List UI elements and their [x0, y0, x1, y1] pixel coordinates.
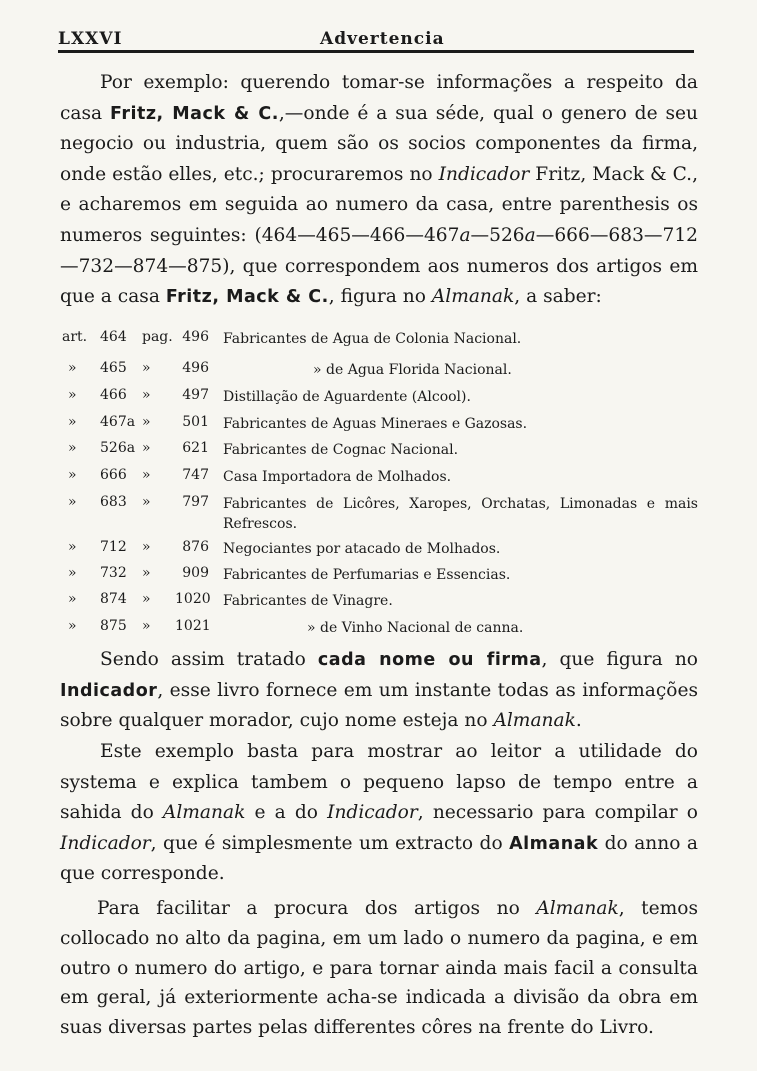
art-label: »	[68, 618, 77, 634]
text: , que figura no	[541, 649, 698, 670]
page-number-ref: 909	[182, 565, 209, 581]
text: do anno a que corresponde.	[60, 832, 698, 885]
almanak-italic: Almanak	[162, 802, 246, 824]
art-number: 666	[100, 467, 127, 483]
almanak-italic: Almanak	[536, 898, 619, 919]
description: Fabricantes de Agua de Colonia Nacional.	[223, 331, 522, 347]
suffix: a	[524, 224, 536, 246]
text: e a do	[245, 802, 328, 824]
description: Fabricantes de Aguas Mineraes e Gazosas.	[223, 416, 528, 432]
art-number: 464	[100, 329, 127, 345]
text: , esse livro fornece em um instante todas as informações sobre qualquer morador, cujo nome esteja no	[60, 679, 698, 732]
page-label: »	[142, 440, 151, 456]
art-number: 712	[100, 539, 127, 555]
page-number-ref: 1020	[175, 591, 211, 607]
suffix: a	[459, 224, 471, 246]
art-number: 467a	[100, 414, 136, 430]
page-label: »	[142, 591, 151, 607]
text: Este exemplo basta para mostrar ao leitor a utilidade do systema e explica tambem o pequeno lapso de tempo entre a sahida do	[60, 741, 698, 824]
page-number-ref: 496	[182, 360, 209, 376]
paragraph-utility	[60, 737, 698, 890]
art-label: »	[68, 467, 77, 483]
indicador-italic: Indicador	[438, 163, 530, 185]
page-label: »	[142, 387, 151, 403]
text: Para facilitar a procura dos artigos no	[97, 898, 537, 919]
text: .	[575, 710, 582, 732]
art-label: »	[68, 387, 77, 403]
page-number-ref: 496	[182, 329, 209, 345]
art-label: »	[68, 360, 77, 376]
indicador-italic: Indicador	[60, 832, 151, 854]
page-number-ref: 876	[182, 539, 209, 555]
page-number-ref: 1021	[175, 618, 211, 634]
art-label: art.	[62, 329, 88, 345]
description: Fabricantes de Cognac Nacional.	[223, 442, 459, 458]
text: —526	[470, 224, 525, 246]
art-number: 874	[100, 591, 127, 607]
art-number: 875	[100, 618, 127, 634]
page-label: »	[142, 494, 151, 510]
description: Casa Importadora de Molhados.	[223, 469, 452, 485]
text: , que é simplesmente um extracto do	[150, 832, 510, 854]
description: Fabricantes de Licôres, Xaropes, Orchatas, Limonadas e mais Refrescos.	[223, 496, 698, 532]
description: Fabricantes de Perfumarias e Essencias.	[223, 567, 511, 583]
page-label: »	[142, 565, 151, 581]
text: Sendo assim tratado	[100, 649, 318, 670]
art-label: »	[68, 414, 77, 430]
art-number: 465	[100, 360, 127, 376]
art-number: 732	[100, 565, 127, 581]
page-label: »	[142, 618, 151, 634]
paragraph-example	[60, 68, 698, 313]
page-number: LXXVI	[58, 29, 123, 49]
art-label: »	[68, 494, 77, 510]
page-number-ref: 497	[182, 387, 209, 403]
page-title: Advertencia	[320, 29, 445, 49]
bold-phrase: Almanak	[509, 833, 599, 854]
page-number-ref: 501	[182, 414, 209, 430]
text: ,—onde é a sua séde, qual o genero de seu negocio ou industria, quem são os socios componentes da firma, onde estão elles, etc.; procuraremos no	[60, 102, 698, 185]
description: Negociantes por atacado de Molhados.	[223, 541, 501, 557]
art-number: 683	[100, 494, 127, 510]
art-label: »	[68, 565, 77, 581]
description: Fabricantes de Vinagre.	[223, 593, 393, 609]
text: —666—683—712—732—874—875), que correspondem aos numeros dos artigos em que a casa	[60, 224, 698, 308]
bold-phrase: cada nome ou firma	[317, 650, 542, 670]
art-label: »	[68, 440, 77, 456]
text: Fritz, Mack & C., e acharemos em seguida ao numero da casa, entre parenthesis os numeros seguintes: (464—465—466—467	[60, 163, 698, 246]
almanak-italic: Almanak	[493, 710, 576, 732]
text: , figura no	[328, 286, 432, 308]
bold-phrase: Indicador	[60, 680, 158, 701]
page-label: pag.	[142, 329, 173, 345]
text: , necessario para compilar o	[417, 802, 699, 824]
page-header	[58, 26, 694, 53]
page-label: »	[142, 467, 151, 483]
art-number: 466	[100, 387, 127, 403]
page-number-ref: 747	[182, 467, 209, 483]
art-label: »	[68, 591, 77, 607]
description: » de Vinho Nacional de canna.	[307, 620, 524, 636]
description: » de Agua Florida Nacional.	[313, 362, 512, 378]
page-label: »	[142, 414, 151, 430]
text: Por exemplo: querendo tomar-se informações a respeito da casa	[60, 72, 698, 124]
almanak-italic: Almanak	[431, 286, 515, 308]
page-label: »	[142, 360, 151, 376]
page-label: »	[142, 539, 151, 555]
firm-name: Fritz, Mack & C.	[110, 103, 279, 124]
page-number-ref: 797	[182, 494, 209, 510]
description: Distillação de Aguardente (Alcool).	[223, 389, 471, 405]
art-label: »	[68, 539, 77, 555]
indicador-italic: Indicador	[327, 802, 418, 824]
paragraph-indicador	[60, 645, 698, 737]
art-number: 526a	[100, 440, 136, 456]
firm-name: Fritz, Mack & C.	[165, 287, 329, 308]
page-number-ref: 621	[182, 440, 209, 456]
text: , temos collocado no alto da pagina, em um lado o numero da pagina, e em outro o numero do artigo, e para tornar ainda mais facil a consulta em geral, já exteriormente acha-se indicada a divisão da obra em suas diversas partes pelas differentes côres na frente do Livro.	[60, 898, 698, 1039]
text: , a saber:	[514, 286, 602, 308]
paragraph-navigation	[60, 894, 698, 1043]
